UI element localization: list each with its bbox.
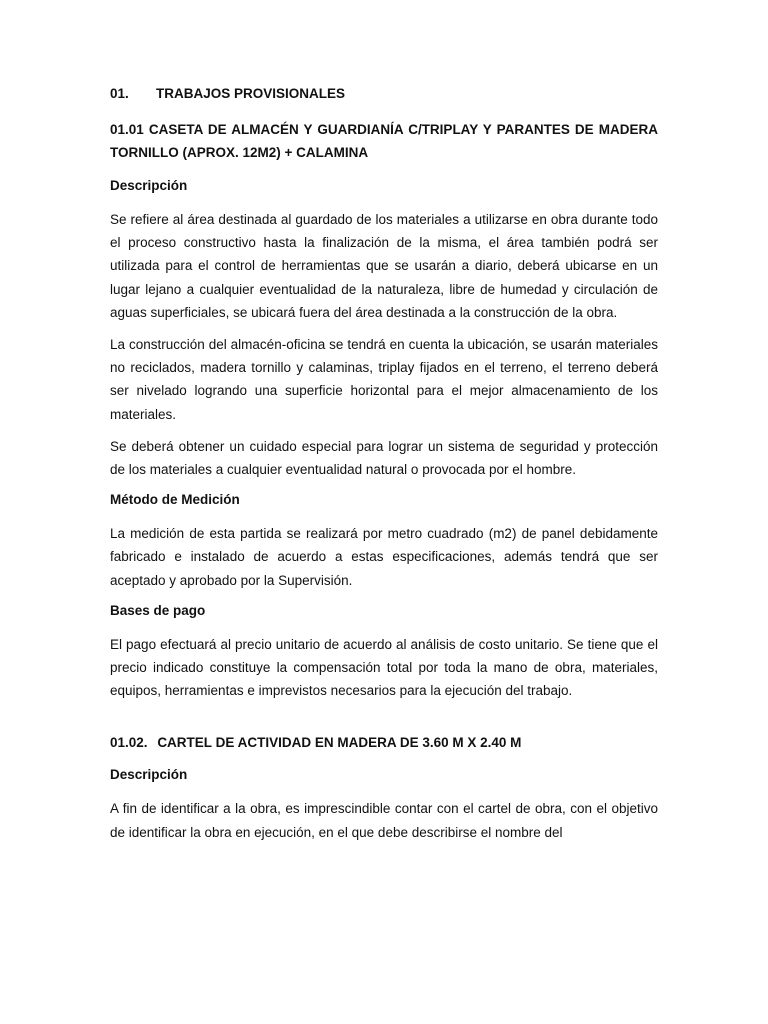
- medicion-paragraph: La medición de esta partida se realizará por metro cuadrado (m2) de panel debidamente fabricado e instalado de acuerdo a estas especificaciones, además tendrá que ser aceptado y aprobado por la Supervisión.: [110, 526, 658, 588]
- section-spacer: [110, 711, 658, 733]
- medicion-label: Método de Medición: [110, 492, 240, 508]
- descripcion-paragraph-3: Se deberá obtener un cuidado especial para lograr un sistema de seguridad y protección de los materiales a cualquier eventualidad natural o provocada por el hombre.: [110, 438, 658, 478]
- descripcion-label-2: Descripción: [110, 767, 188, 783]
- descripcion-paragraph-item2: A fin de identificar a la obra, es imprescindible contar con el cartel de obra, con el objetivo de identificar la obra en ejecución, en el que debe describirse el nombre del: [110, 801, 658, 840]
- descripcion-label: Descripción: [110, 178, 188, 193]
- item-number-01-02: 01.02.: [110, 735, 148, 751]
- descripcion-paragraph-2: La construcción del almacén-oficina se tendrá en cuenta la ubicación, se usarán materiales no reciclados, madera tornillo y calaminas, triplay fijados en el terreno, el terreno deberá ser nivelado logrando una superficie horizontal para el mejor almacenamiento de los materiales.: [110, 337, 658, 422]
- pago-label: Bases de pago: [110, 602, 206, 618]
- item-title-01-02: CARTEL DE ACTIVIDAD EN MADERA DE 3.60 M X 2.40 M: [157, 735, 522, 751]
- pago-paragraph: El pago efectuará al precio unitario de acuerdo al análisis de costo unitario. Se tiene que el precio indicado constituye la compensación total por toda la mano de obra, materiales, equipos, herramientas e imprevistos necesarios para la ejecución del trabajo.: [110, 636, 658, 699]
- section-number: 01.: [110, 86, 129, 101]
- section-heading: [110, 84, 658, 104]
- descripcion-paragraph-1: Se refiere al área destinada al guardado de los materiales a utilizarse en obra durante todo el proceso constructivo hasta la finalización de la misma, el área también podrá ser utilizada para el control de herramientas que se usarán a diario, deberá ubicarse en un lugar lejano a cualquier eventualidad de la naturaleza, libre de humedad y circulación de aguas superficiales, se ubicará fuera del área destinada a la construcción de la obra.: [110, 212, 658, 320]
- document-page: [110, 84, 658, 853]
- item-heading-01-01: 01.01 CASETA DE ALMACÉN Y GUARDIANÍA C/TRIPLAY Y PARANTES DE MADERA TORNILLO (APROX. 12M2) + CALAMINA: [110, 122, 658, 160]
- section-title: TRABAJOS PROVISIONALES: [156, 86, 346, 101]
- item-heading-01-02: [110, 733, 658, 753]
